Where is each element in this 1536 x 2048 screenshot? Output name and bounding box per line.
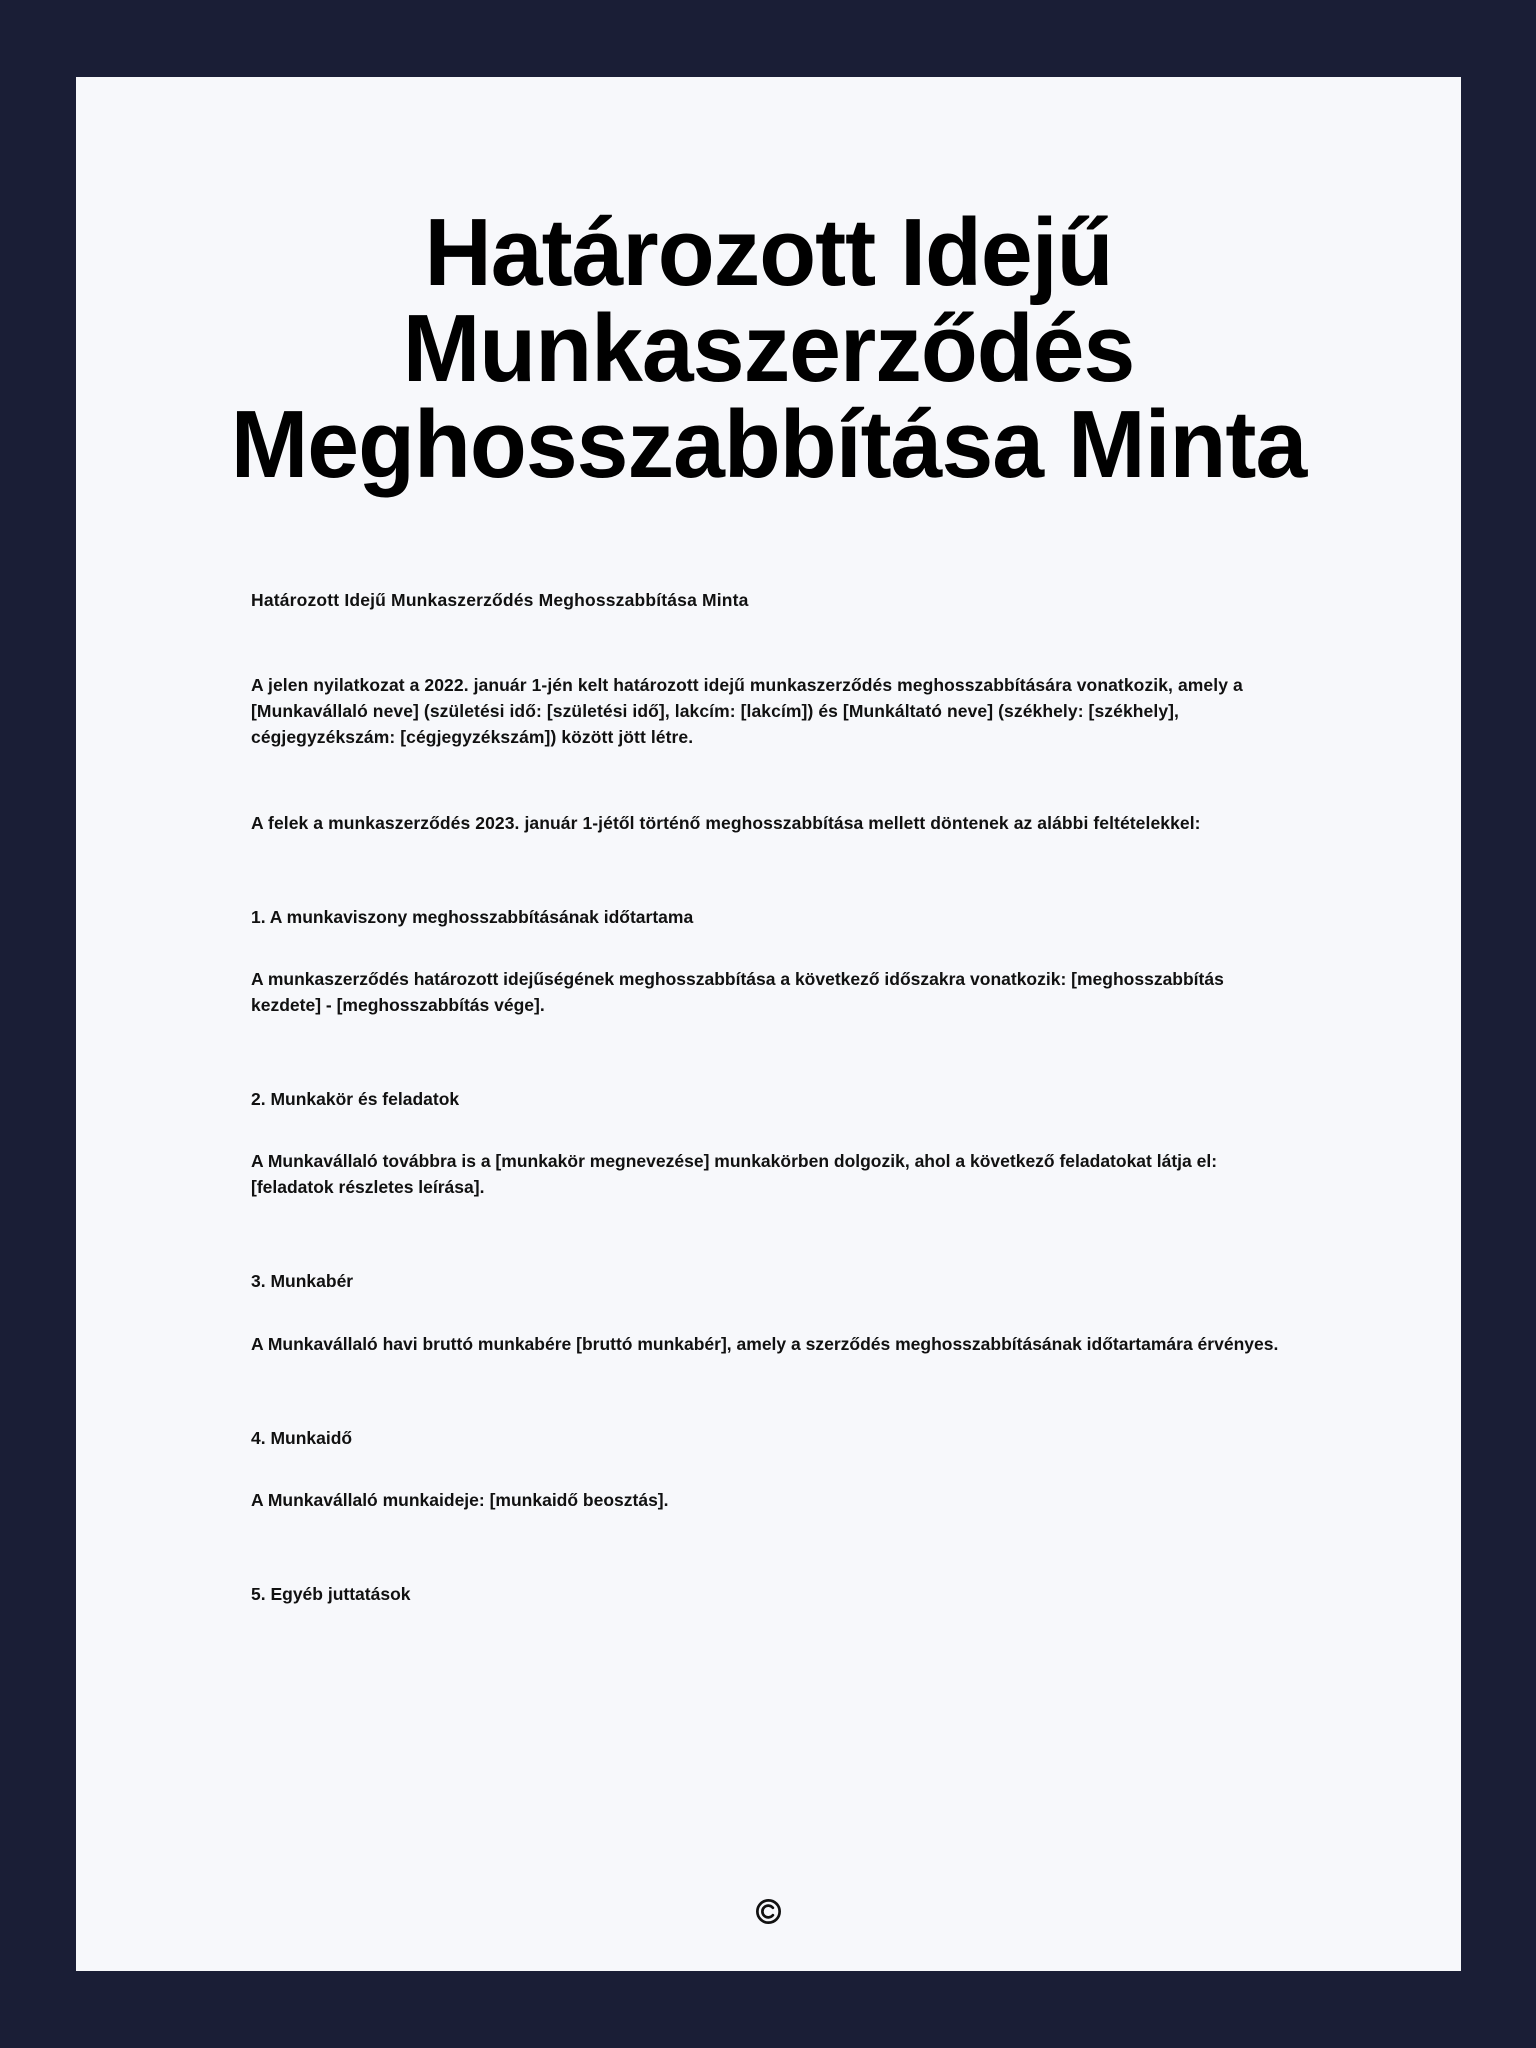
page-title: Határozott Idejű Munkaszerződés Meghosszabbítása Minta <box>230 199 1307 498</box>
document-page <box>76 77 1461 1971</box>
section-body-3: A Munkavállaló havi bruttó munkabére [bruttó munkabér], amely a szerződés meghosszabbításának időtartamára érvényes. <box>251 1333 1279 1354</box>
section-body-2: A Munkavállaló továbbra is a [munkakör megnevezése] munkakörben dolgozik, ahol a következő feladatokat látja el: [feladatok részletes leírása]. <box>251 1151 1218 1198</box>
copyright-icon <box>755 1898 782 1925</box>
section-body-4: A Munkavállaló munkaideje: [munkaidő beosztás]. <box>251 1489 669 1510</box>
section-heading-4: 4. Munkaidő <box>251 1427 353 1448</box>
document-subtitle: Határozott Idejű Munkaszerződés Meghosszabbítása Minta <box>251 590 749 610</box>
intro-paragraph-1: A jelen nyilatkozat a 2022. január 1-jén kelt határozott idejű munkaszerződés meghosszabbítására vonatkozik, amely a [Munkavállaló neve] (születési idő: [születési idő], lakcím: [lakcím]) és [Munkáltató neve] (székhely: [székhely], cégjegyzékszám: [cégjegyzékszám]) között jött létre. <box>251 675 1243 748</box>
section-heading-1: 1. A munkaviszony meghosszabbításának időtartama <box>251 906 694 927</box>
section-body-1: A munkaszerződés határozott idejűségének meghosszabbítása a következő időszakra vonatkozik: [meghosszabbítás kezdete] - [meghosszabbítás vége]. <box>251 969 1224 1016</box>
intro-paragraph-2: A felek a munkaszerződés 2023. január 1-jétől történő meghosszabbítása mellett döntenek az alábbi feltételekkel: <box>251 813 1201 834</box>
section-heading-2: 2. Munkakör és feladatok <box>251 1089 460 1110</box>
section-heading-5: 5. Egyéb juttatások <box>251 1583 411 1604</box>
section-heading-3: 3. Munkabér <box>251 1271 354 1292</box>
document-body <box>76 493 1461 1851</box>
document-footer <box>76 1851 1461 1971</box>
